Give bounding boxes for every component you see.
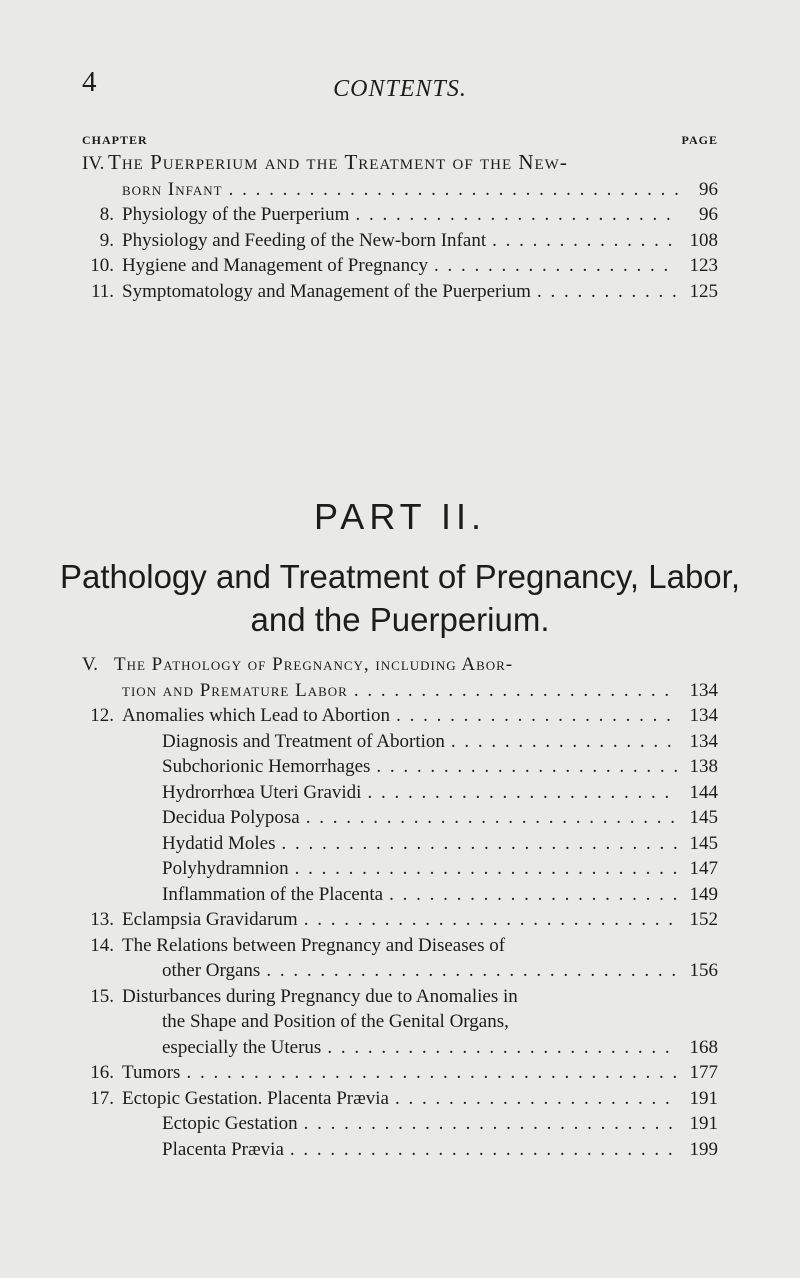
entry-page: 168 xyxy=(689,1036,718,1058)
page-number: 4 xyxy=(82,66,97,98)
entry-page: 191 xyxy=(689,1087,718,1109)
entry-title: Subchorionic Hemorrhages xyxy=(162,756,371,777)
leader-dots xyxy=(537,279,678,305)
part-title-line: and the Puerperium. xyxy=(250,601,550,638)
entry-page: 145 xyxy=(689,807,718,828)
chapter-title: The Puerperium and the Treatment of the New- xyxy=(108,150,568,174)
chapter-heading xyxy=(82,150,718,177)
leader-dots xyxy=(304,1111,678,1137)
chapter-number: IV. xyxy=(82,153,105,174)
leader-dots xyxy=(266,958,678,984)
toc-subentry xyxy=(82,754,718,780)
toc-subentry xyxy=(82,856,718,882)
entry-title: Ectopic Gestation. Placenta Prævia xyxy=(122,1087,389,1109)
leader-dots xyxy=(376,754,678,780)
entry-title: Disturbances during Pregnancy due to Anomalies in xyxy=(122,985,518,1007)
leader-dots xyxy=(354,678,678,704)
entry-page: 199 xyxy=(689,1138,718,1160)
entry-title: Hydatid Moles xyxy=(162,832,276,854)
entry-number: 8. xyxy=(99,204,114,225)
leader-dots xyxy=(434,253,678,279)
toc-section-chapter-v xyxy=(82,652,718,1162)
toc-entry xyxy=(82,202,718,228)
leader-dots xyxy=(355,202,678,228)
leader-dots xyxy=(389,882,678,908)
entry-number: 15. xyxy=(90,985,114,1007)
entry-number: 10. xyxy=(90,255,114,276)
entry-page: 96 xyxy=(699,204,718,225)
chapter-page: 134 xyxy=(689,679,718,701)
entry-title: Hygiene and Management of Pregnancy xyxy=(122,255,429,276)
part-heading: PART II. xyxy=(313,496,487,537)
toc-entry xyxy=(82,279,718,305)
chapter-title-continued: tion and Premature Labor xyxy=(122,679,348,701)
chapter-number: V. xyxy=(82,654,99,675)
page-column-label: PAGE xyxy=(681,133,718,147)
entry-number: 11. xyxy=(90,280,114,302)
leader-dots xyxy=(304,907,678,933)
running-head: CONTENTS. xyxy=(333,76,467,102)
leader-dots xyxy=(186,1060,678,1086)
part-title xyxy=(40,555,760,641)
chapter-title-continued: born Infant xyxy=(122,178,223,200)
entry-page: 134 xyxy=(689,705,718,726)
toc-entry xyxy=(82,253,718,279)
entry-page: 134 xyxy=(689,730,718,752)
toc-entry xyxy=(82,984,718,1010)
entry-page: 144 xyxy=(689,781,718,803)
entry-number: 16. xyxy=(90,1062,114,1083)
entry-title: Polyhydramnion xyxy=(162,858,289,879)
toc-subentry xyxy=(82,1111,718,1137)
toc-entry-continued xyxy=(82,1009,718,1035)
entry-page: 138 xyxy=(689,756,718,777)
entry-title: Ectopic Gestation xyxy=(162,1113,298,1134)
chapter-heading xyxy=(82,652,718,678)
entry-page: 108 xyxy=(689,229,718,251)
toc-section-chapter-iv xyxy=(82,150,718,304)
toc-subentry xyxy=(82,805,718,831)
toc-subentry xyxy=(82,780,718,806)
entry-number: 17. xyxy=(90,1087,114,1109)
entry-title: Diagnosis and Treatment of Abortion xyxy=(162,730,445,752)
toc-subentry xyxy=(82,729,718,755)
chapter-column-label: CHAPTER xyxy=(82,133,148,147)
entry-title: Hydrorrhœa Uteri Gravidi xyxy=(162,781,362,803)
toc-entry xyxy=(82,933,718,959)
entry-page: 149 xyxy=(689,883,718,905)
toc-entry xyxy=(82,703,718,729)
toc-entry xyxy=(82,907,718,933)
toc-subentry xyxy=(82,882,718,908)
entry-title: Placenta Prævia xyxy=(162,1138,284,1160)
leader-dots xyxy=(290,1137,678,1163)
part-title-line: Pathology and Treatment of Pregnancy, Labor, xyxy=(60,558,740,595)
toc-entry-continued xyxy=(82,958,718,984)
entry-title: Tumors xyxy=(122,1062,181,1083)
entry-page: 152 xyxy=(689,909,718,930)
entry-title: Decidua Polyposa xyxy=(162,807,300,828)
leader-dots xyxy=(492,228,678,254)
leader-dots xyxy=(396,703,678,729)
entry-number: 14. xyxy=(90,934,114,956)
leader-dots xyxy=(295,856,678,882)
leader-dots xyxy=(451,729,678,755)
leader-dots xyxy=(229,177,678,203)
entry-title: Physiology and Feeding of the New-born Infant xyxy=(122,229,487,251)
entry-title-continued: other Organs xyxy=(162,960,261,981)
leader-dots xyxy=(367,780,678,806)
toc-entry xyxy=(82,1060,718,1086)
entry-number: 9. xyxy=(99,229,114,251)
entry-page: 147 xyxy=(689,858,718,879)
entry-page: 177 xyxy=(689,1062,718,1083)
toc-subentry xyxy=(82,1137,718,1163)
leader-dots xyxy=(281,831,678,857)
entry-title: Anomalies which Lead to Abortion xyxy=(122,705,391,726)
toc-entry-continued xyxy=(82,1035,718,1061)
chapter-heading-continued xyxy=(82,678,718,704)
entry-title: Eclampsia Gravidarum xyxy=(122,909,298,930)
entry-title-continued: the Shape and Position of the Genital Organs, xyxy=(162,1011,509,1032)
leader-dots xyxy=(306,805,678,831)
entry-number: 12. xyxy=(90,705,114,726)
chapter-title: The Pathology of Pregnancy, including Abor- xyxy=(114,654,514,675)
entry-title-continued: especially the Uterus xyxy=(162,1036,322,1058)
entry-title: Inflammation of the Placenta xyxy=(162,883,384,905)
entry-page: 191 xyxy=(689,1113,718,1134)
chapter-heading-continued xyxy=(82,177,718,203)
chapter-page: 96 xyxy=(699,178,718,200)
entry-title: Symptomatology and Management of the Puerperium xyxy=(122,280,531,302)
toc-entry xyxy=(82,228,718,254)
toc-subentry xyxy=(82,831,718,857)
toc-entry xyxy=(82,1086,718,1112)
entry-title: Physiology of the Puerperium xyxy=(122,204,350,225)
leader-dots xyxy=(395,1086,678,1112)
entry-number: 13. xyxy=(90,909,114,930)
entry-page: 156 xyxy=(689,960,718,981)
entry-page: 125 xyxy=(689,280,718,302)
leader-dots xyxy=(327,1035,678,1061)
entry-page: 123 xyxy=(689,255,718,276)
entry-title: The Relations between Pregnancy and Diseases of xyxy=(122,934,506,956)
entry-page: 145 xyxy=(689,832,718,854)
